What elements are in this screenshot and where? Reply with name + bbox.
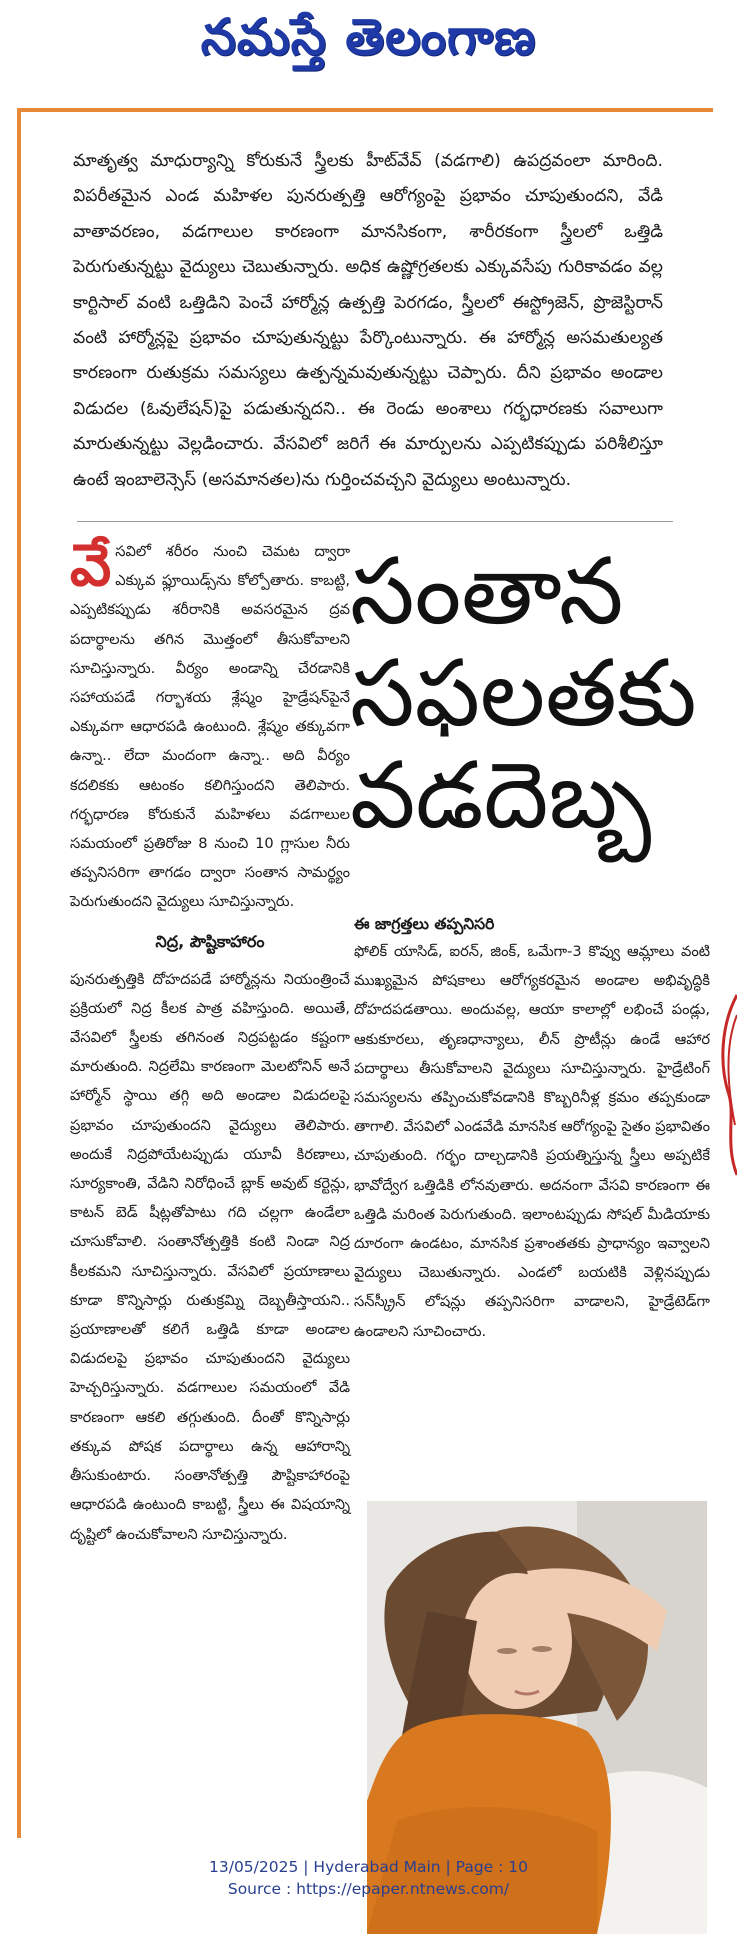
frame-left-border [17,108,21,1838]
headline: సంతాన సఫలతకు వడదెబ్బ [350,538,697,849]
article-intro: మాతృత్వ మాధుర్యాన్ని కోరుకునే స్త్రీలకు హీట్‌వేవ్ (వడగాలి) ఉపద్రవంలా మారింది. విపరీతమైన ఎండ మహిళల పునరుత్పత్తి ఆరోగ్యంపై ప్రభావం చూపుతుందని, వేడి వాతావరణం, వడగాలుల కారణంగా మానసికంగా, శారీరకంగా స్త్రీలలో ఒత్తిడి పెరుగుతున్నట్టు వైద్యులు చెబుతున్నారు. అధిక ఉష్ణోగ్రతలకు ఎక్కువసేపు గురికావడం వల్ల కార్టిసాల్ వంటి ఒత్తిడిని పెంచే హార్మోన్ల ఉత్పత్తి పెరగడం, స్త్రీలలో ఈస్ట్రోజెన్, ప్రొజెస్టిరాన్ వంటి హార్మోన్లపై ప్రభావం చూపుతున్నట్టు పేర్కొంటున్నారు. ఈ హార్మోన్ల అసమతుల్యత కారణంగా రుతుక్రమ సమస్యలు ఉత్పన్నమవుతున్నట్టు చెప్పారు. దీని ప్రభావం అండాల విడుదల (ఓవులేషన్)పై పడుతున్నదని.. ఈ రెండు అంశాలు గర్భధారణకు సవాలుగా మారుతున్నట్టు వెల్లడించారు. వేసవిలో జరిగే ఈ మార్పులను ఎప్పటికప్పుడు పరిశీలిస్తూ ఉంటే ఇంబాలెన్సెస్ (అసమానతల)ను గుర్తించవచ్చని వైద్యులు అంటున్నారు. [73,151,663,490]
left-paragraph-2: పునరుత్పత్తికి దోహదపడే హార్మోన్లను నియంత్రించే ప్రక్రియలో నిద్ర కీలక పాత్ర వహిస్తుంది. అయితే, వేసవిలో స్త్రీలకు తగినంత నిద్రపట్టడం కష్టంగా మారుతుంది. నిద్రలేమి కారణంగా మెలటోనిన్ అనే హార్మోన్ స్థాయి తగ్గి అది అండాల విడుదలపై ప్రభావం చూపుతుందని వైద్యులు తెలిపారు. అందుకే నిద్రపోయేటప్పుడు యూవీ కిరణాలు, సూర్యకాంతి, వేడిని నిరోధించే బ్లాక్ అవుట్ కర్టెన్లు, కాటన్ బెడ్ షీట్లతోపాటు గది చల్లగా ఉండేలా చూసుకోవాలి. సంతానోత్పత్తికి కంటి నిండా నిద్ర కీలకమని సూచిస్తున్నారు. వేసవిలో ప్రయాణాలు కూడా కొన్నిసార్లు రుతుక్రమ్ని దెబ్బతీస్తాయని.. ప్రయాణాలతో కలిగే ఒత్తిడి కూడా అండాల విడుదలపై ప్రభావం చూపుతుందని వైద్యులు హెచ్చరిస్తున్నారు. వడగాలుల సమయంలో వేడి కారణంగా ఆకలి తగ్గుతుంది. దీంతో కొన్నిసార్లు తక్కువ పోషక పదార్థాలు ఉన్న ఆహారాన్ని తీసుకుంటారు. సంతానోత్పత్తి పౌష్టికాహారంపై ఆధారపడి ఉంటుంది కాబట్టి, స్త్రీలు ఈ విషయాన్ని దృష్టిలో ఉంచుకోవాలని సూచిస్తున్నారు. [70,970,350,1543]
drop-cap: వే [70,531,112,599]
article-frame [17,108,713,1838]
divider [77,521,673,522]
right-paragraph: ఫోలిక్ యాసిడ్, ఐరన్, జింక్, ఒమేగా-3 కొవ్వు ఆమ్లాలు వంటి ముఖ్యమైన పోషకాలు ఆరోగ్యకరమైన అండాల అభివృద్ధికి దోహదపడతాయి. అందువల్ల, ఆయా కాలాల్లో లభించే పండ్లు, ఆకుకూరలు, తృణధాన్యాలు, లీన్ ప్రొటీన్లు ఉండే ఆహార పదార్థాలు తీసుకోవాలని వైద్యులు సూచిస్తున్నారు. హైడ్రేటింగ్ సమస్యలను తప్పించుకోవడానికి కొబ్బరినీళ్ల క్రమం తప్పకుండా తాగాలి. వేసవిలో ఎండవేడి మానసిక ఆరోగ్యంపై సైతం ప్రభావితం చూపుతుంది. గర్భం దాల్చడానికి ప్రయత్నిస్తున్న స్త్రీలు అప్పటికే భావోద్వేగ ఒత్తిడికి లోనవుతారు. అదనంగా వేసవి కారణంగా ఈ ఒత్తిడి మరింత పెరుగుతుంది. ఇలాంటప్పుడు సోషల్ మీడియాకు దూరంగా ఉండటం, మానసిక ప్రశాంతతకు ప్రాధాన్యం ఇవ్వాలని వైద్యులు చెబుతున్నారు. ఎండలో బయటికి వెళ్లినప్పుడు సన్‌స్క్రీన్ లోషన్లు తప్పనిసరిగా వాడాలని, హైడ్రేటెడ్‌గా ఉండాలని సూచించారు. [354,943,710,1340]
masthead [0,0,737,86]
frame-top-border [17,108,713,112]
footer-source: Source : https://epaper.ntnews.com/ [227,1880,510,1898]
left-column [70,531,350,1549]
left-paragraph-1: సవిలో శరీరం నుంచి చెమట ద్వారా ఎక్కువ ఫ్లూయిడ్స్‌ను కోల్పోతారు. కాబట్టి, ఎప్పటికప్పుడు శరీరానికి అవసరమైన ద్రవ పదార్థాలను తగిన మొత్తంలో తీసుకోవాలని సూచిస్తున్నారు. వీర్యం అండాన్ని చేరడానికి సహాయపడే గర్భాశయ శ్లేష్మం హైడ్రేషన్‌పైనే ఎక్కువగా ఆధారపడి ఉంటుంది. శ్లేష్మం తక్కువగా ఉన్నా.. లేదా మందంగా ఉన్నా.. అది వీర్యం కదలికకు ఆటంకం కలిగిస్తుందని తెలిపారు. గర్భధారణ కోరుకునే మహిళలు వడగాలుల సమయంలో ప్రతిరోజు 8 నుంచి 10 గ్లాసుల నీరు తప్పనిసరిగా తాగడం ద్వారా సంతాన సామర్థ్యం పెరుగుతుందని వైద్యులు సూచిస్తున్నారు. [70,543,350,911]
newspaper-logo: నమస్తే తెలంగాణ [200,7,537,66]
margin-scribble [715,985,737,1185]
left-subheading: నిద్ర, పౌష్టికాహారం [155,931,265,951]
right-subheading: ఈ జాగ్రత్తలు తప్పనిసరి [354,915,495,933]
footer [0,1856,737,1900]
footer-date-edition: 13/05/2025 | Hyderabad Main | Page : 10 [209,1858,528,1876]
